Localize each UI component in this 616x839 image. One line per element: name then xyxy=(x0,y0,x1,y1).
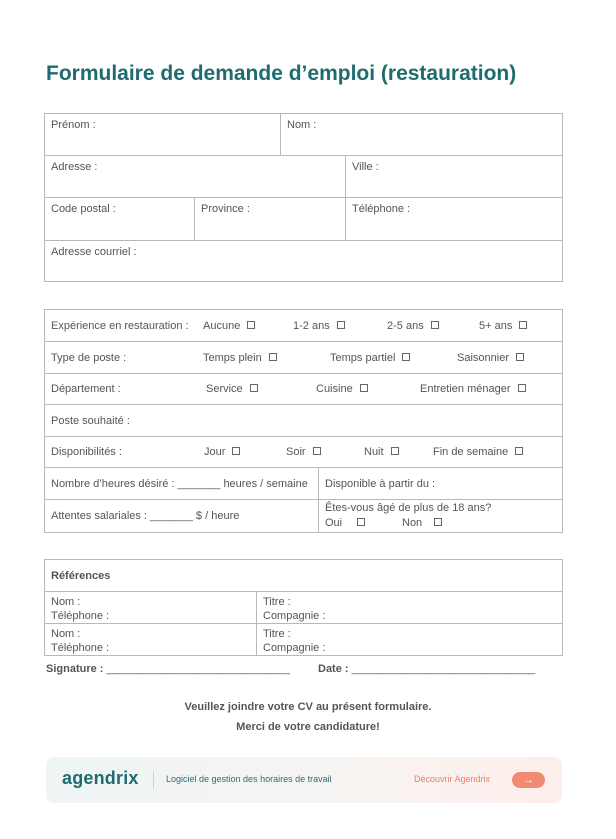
checkbox[interactable] xyxy=(391,447,399,455)
experience-option-5-plus-label: 5+ ans xyxy=(479,319,513,332)
job-type-full-time-label: Temps plein xyxy=(203,351,262,364)
department-kitchen-label: Cuisine xyxy=(316,383,353,395)
checkbox[interactable] xyxy=(515,447,523,455)
date-field[interactable] xyxy=(318,663,535,675)
checkbox[interactable] xyxy=(337,321,345,329)
hours-row xyxy=(45,468,562,500)
first-name-field[interactable] xyxy=(45,114,281,156)
department-row xyxy=(45,374,562,405)
department-housekeeping-label: Entretien ménager xyxy=(420,383,511,395)
banner-tagline: Logiciel de gestion des horaires de travail xyxy=(166,774,332,784)
age-question: Êtes-vous âgé de plus de 18 ans? xyxy=(325,502,492,514)
checkbox[interactable] xyxy=(402,353,410,361)
agendrix-logo[interactable]: agendrix xyxy=(62,768,139,788)
desired-position-label: Poste souhaité : xyxy=(51,414,130,427)
checkbox[interactable] xyxy=(434,518,442,526)
department-option-housekeeping[interactable] xyxy=(420,383,526,395)
age-yes-label: Oui xyxy=(325,517,343,529)
date-label: Date : xyxy=(318,663,349,675)
signature-label: Signature : xyxy=(46,663,104,675)
age-option-no[interactable] xyxy=(402,517,442,529)
signature-line: ______________________________ xyxy=(106,663,291,675)
page-title: Formulaire de demande d’emploi (restauration) xyxy=(46,62,517,85)
availability-option-weekend[interactable] xyxy=(433,446,523,458)
attach-cv-note: Veuillez joindre votre CV au présent formulaire. xyxy=(184,701,432,713)
job-type-seasonal-label: Saisonnier xyxy=(457,351,509,364)
postal-code-label: Code postal : xyxy=(51,203,116,215)
salary-row xyxy=(45,500,562,532)
availability-weekend-label: Fin de semaine xyxy=(433,446,509,458)
reference-company-label: Compagnie : xyxy=(263,642,326,654)
experience-row xyxy=(45,310,562,342)
banner-divider xyxy=(153,771,154,789)
last-name-field[interactable] xyxy=(281,114,562,156)
email-field[interactable] xyxy=(45,241,562,281)
available-from-field[interactable]: Disponible à partir du : xyxy=(325,477,436,490)
reference-row-2 xyxy=(45,624,562,655)
availability-night-label: Nuit xyxy=(364,446,384,458)
checkbox[interactable] xyxy=(518,384,526,392)
department-option-kitchen[interactable] xyxy=(316,383,368,395)
department-service-label: Service xyxy=(206,383,243,395)
references-section xyxy=(44,559,563,656)
thank-you-note: Merci de votre candidature! xyxy=(236,721,380,733)
phone-field[interactable] xyxy=(346,198,562,241)
discover-agendrix-link[interactable]: Découvrir Agendrix xyxy=(414,774,491,784)
checkbox[interactable] xyxy=(431,321,439,329)
experience-option-none[interactable] xyxy=(203,320,255,332)
address-field[interactable] xyxy=(45,156,346,198)
reference-2-contact[interactable] xyxy=(51,627,109,655)
city-field[interactable] xyxy=(346,156,562,198)
job-type-option-full-time[interactable] xyxy=(203,352,277,364)
checkbox[interactable] xyxy=(247,321,255,329)
checkbox[interactable] xyxy=(357,518,365,526)
availability-option-evening[interactable] xyxy=(286,446,321,458)
arrow-right-icon[interactable]: → xyxy=(512,772,545,788)
signature-field[interactable] xyxy=(46,663,290,675)
job-type-label: Type de poste : xyxy=(51,351,127,364)
salary-field[interactable]: Attentes salariales : _______ $ / heure xyxy=(51,510,240,522)
first-name-label: Prénom : xyxy=(51,119,96,131)
job-type-option-part-time[interactable] xyxy=(330,352,410,364)
desired-position-row[interactable] xyxy=(45,405,562,437)
experience-label: Expérience en restauration : xyxy=(51,319,189,332)
availability-option-day[interactable] xyxy=(204,446,240,458)
experience-option-2-5[interactable] xyxy=(387,320,439,332)
reference-name-label: Nom : xyxy=(51,596,81,608)
date-line: ______________________________ xyxy=(351,663,536,675)
checkbox[interactable] xyxy=(269,353,277,361)
postal-code-field[interactable] xyxy=(45,198,195,241)
checkbox[interactable] xyxy=(313,447,321,455)
experience-option-none-label: Aucune xyxy=(203,319,241,332)
personal-info-section xyxy=(44,113,563,282)
age-option-yes[interactable] xyxy=(325,517,365,529)
availability-row xyxy=(45,437,562,468)
checkbox[interactable] xyxy=(516,353,524,361)
agendrix-banner[interactable] xyxy=(46,757,562,803)
checkbox[interactable] xyxy=(519,321,527,329)
address-label: Adresse : xyxy=(51,161,98,173)
job-type-row xyxy=(45,342,562,374)
experience-option-2-5-label: 2-5 ans xyxy=(387,319,424,332)
age-no-label: Non xyxy=(402,517,423,529)
job-type-option-seasonal[interactable] xyxy=(457,352,524,364)
province-field[interactable] xyxy=(195,198,346,241)
checkbox[interactable] xyxy=(250,384,258,392)
experience-option-5-plus[interactable] xyxy=(479,320,527,332)
job-info-section xyxy=(44,309,563,533)
reference-title-label: Titre : xyxy=(263,628,291,640)
reference-phone-label: Téléphone : xyxy=(51,610,110,622)
checkbox[interactable] xyxy=(360,384,368,392)
reference-phone-label: Téléphone : xyxy=(51,642,110,654)
reference-row-1 xyxy=(45,592,562,624)
email-label: Adresse courriel : xyxy=(51,246,137,258)
reference-1-company[interactable] xyxy=(263,595,325,623)
reference-company-label: Compagnie : xyxy=(263,610,326,622)
experience-option-1-2[interactable] xyxy=(293,320,345,332)
last-name-label: Nom : xyxy=(287,119,317,131)
reference-title-label: Titre : xyxy=(263,596,291,608)
availability-evening-label: Soir xyxy=(286,446,306,458)
department-label: Département : xyxy=(51,383,121,395)
city-label: Ville : xyxy=(352,161,379,173)
province-label: Province : xyxy=(201,203,250,215)
availability-option-night[interactable] xyxy=(364,446,399,458)
references-header xyxy=(45,560,562,592)
department-option-service[interactable] xyxy=(206,383,258,395)
desired-hours-field[interactable]: Nombre d’heures désiré : _______ heures / semaine xyxy=(51,477,308,490)
availability-label: Disponibilités : xyxy=(51,446,122,458)
reference-2-company[interactable] xyxy=(263,627,325,655)
availability-day-label: Jour xyxy=(204,446,226,458)
job-type-part-time-label: Temps partiel xyxy=(330,351,396,364)
references-title: Références xyxy=(51,569,111,582)
phone-label: Téléphone : xyxy=(352,203,411,215)
experience-option-1-2-label: 1-2 ans xyxy=(293,319,330,332)
reference-1-contact[interactable] xyxy=(51,595,109,623)
checkbox[interactable] xyxy=(232,447,240,455)
reference-name-label: Nom : xyxy=(51,628,81,640)
